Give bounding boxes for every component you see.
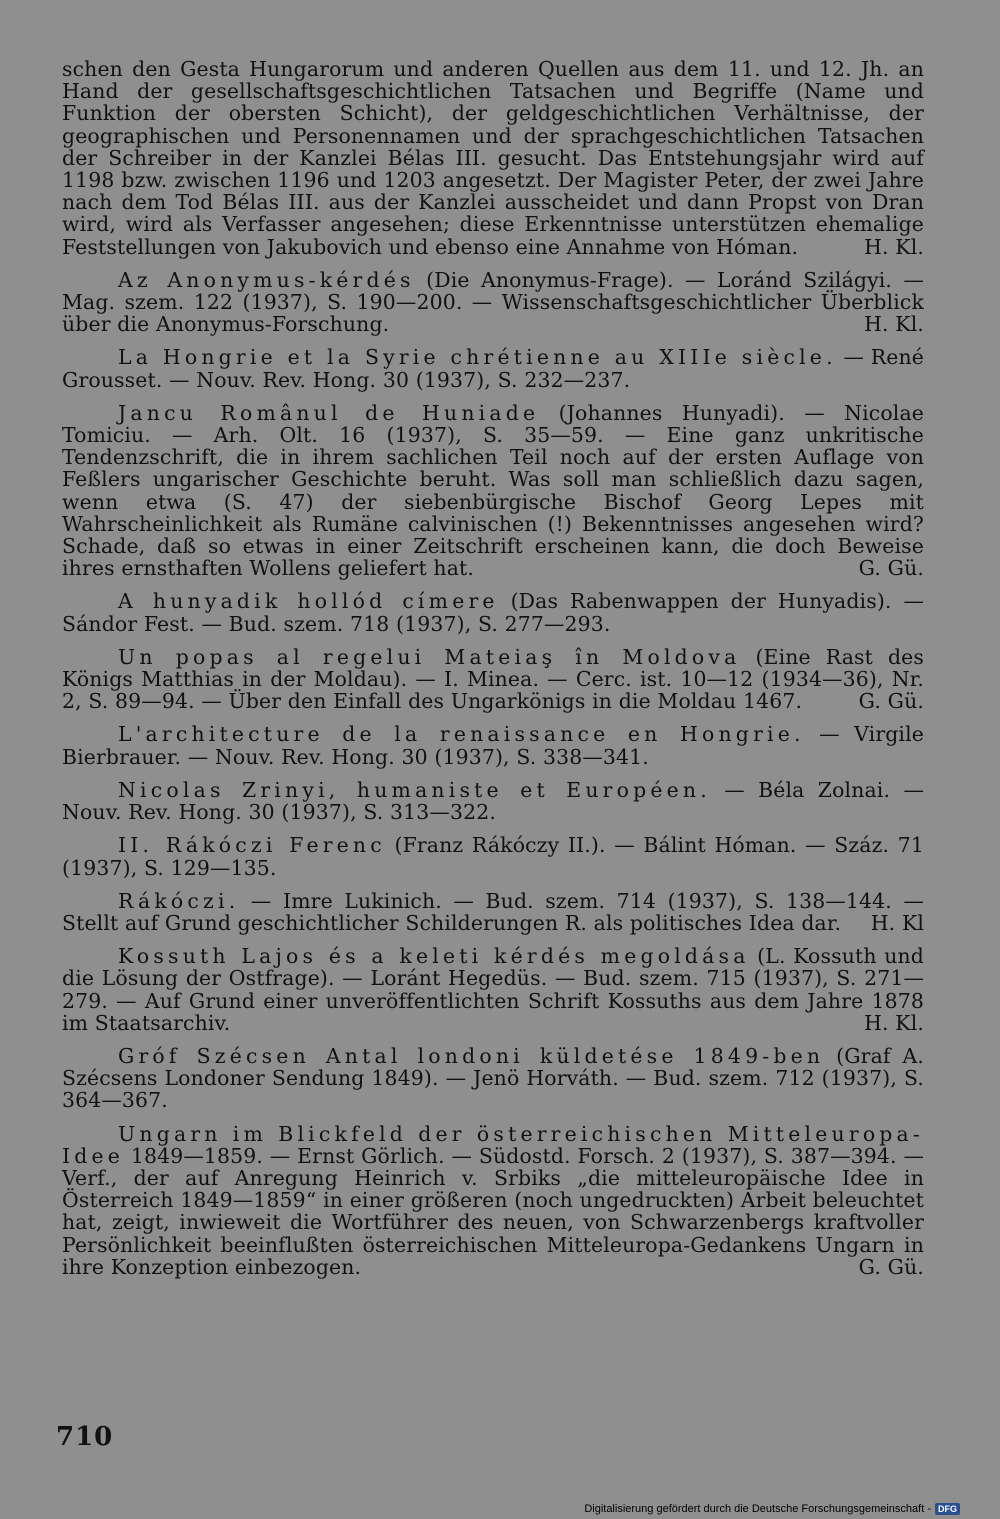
entry-8: II. Rákóczi Ferenc (Franz Rákóczy II.). — Bálint Hóman. — Száz. 71 (1937), S. 129—135. — [62, 833, 924, 880]
entry-9: Rákóczi. — Imre Lukinich. — Bud. szem. 714 (1937), S. 138—144. — Stellt auf Grund geschichtlicher Schilderungen R. als politisches Idea dar. H. Kl — [62, 888, 924, 935]
entry-title: Az Anonymus-kérdés — [118, 267, 415, 292]
entry-signature: H. Kl. — [864, 234, 924, 259]
entry-signature: H. Kl — [870, 910, 924, 935]
entry-2: La Hongrie et la Syrie chrétienne au XIIIe siècle. — René Grousset. — Nouv. Rev. Hong. 30 (1937), S. 232—237. — [62, 345, 924, 392]
entry-title: Rákóczi. — [118, 888, 240, 913]
page-body — [62, 58, 924, 1289]
entry-title: Kossuth Lajos és a keleti kérdés megoldása — [118, 944, 750, 969]
entry-signature: G. Gü. — [858, 1254, 924, 1279]
entry-11: Gróf Szécsen Antal londoni küldetése 1849-ben (Graf A. Szécsens Londoner Sendung 1849). — Jenö Horváth. — Bud. szem. 712 (1937), S. 364—367. — [62, 1043, 925, 1113]
entry-title: Nicolas Zrinyi, humaniste et Européen. — [118, 777, 711, 802]
footer-text: Digitalisierung gefördert durch die Deutsche Forschungsgemeinschaft - — [584, 1503, 931, 1515]
entry-7: Nicolas Zrinyi, humaniste et Européen. — Béla Zolnai. — Nouv. Rev. Hong. 30 (1937), S. 313—322. — [62, 777, 924, 825]
entry-5: Un popas al regelui Mateiaş în Moldova (Eine Rast des Königs Matthias in der Moldau). — I. Minea. — Cerc. ist. 10—12 (1934—36), Nr. 2, S. 89—94. — Über den Einfall des Ungarkönigs in die Moldau 1467. G. Gü. — [62, 644, 924, 714]
entry-signature: H. Kl. — [864, 1010, 924, 1035]
entry-title: II. Rákóczi Ferenc — [118, 833, 386, 858]
entry-6: L'architecture de la renaissance en Hongrie. — Virgile Bierbrauer. — Nouv. Rev. Hong. 30 (1937), S. 338—341. — [62, 722, 924, 769]
entry-1: Az Anonymus-kérdés (Die Anonymus-Frage). — Loránd Szilágyi. — Mag. szem. 122 (1937), S. 190—200. — Wissenschaftsgeschichtlicher Überblick über die Anonymus-Forschung. H. Kl. — [62, 267, 924, 337]
entry-title: Jancu Românul de Huniade — [118, 400, 540, 425]
entry-10: Kossuth Lajos és a keleti kérdés megoldása (L. Kossuth und die Lösung der Ostfrage). — Loránt Hegedüs. — Bud. szem. 715 (1937), S. 271—279. — Auf Grund einer unveröffentlichten Schrift Kossuths aus dem Jahre 1878 im Staatsarchiv. H. Kl. — [62, 944, 924, 1035]
digitization-footer — [584, 1503, 960, 1515]
entry-title: A hunyadik hollód címere — [118, 589, 499, 614]
entry-title: Ungarn im Blickfeld der österreichischen Mitteleuropa-Idee — [62, 1121, 924, 1168]
entry-signature: G. Gü. — [858, 556, 924, 581]
entry-title: L'architecture de la renaissance en Hongrie. — [118, 722, 805, 747]
entry-3: Jancu Românul de Huniade (Johannes Hunyadi). — Nicolae Tomiciu. — Arh. Olt. 16 (1937), S. 35—59. — Eine ganz unkritische Tendenzschrift, die in ihrem sachlichen Teil noch auf der ersten Auflage von Feßlers ungarischer Geschichte beruht. Was soll man schließlich dazu sagen, wenn etwa (S. 47) der siebenbürgische Bischof Georg Lepes mit Wahrscheinlichkeit als Rumäne calvinischen (!) Bekenntnisses angesehen wird? Schade, daß so etwas in einer Zeitschrift erscheinen kann, die doch Beweise ihres ernsthaften Wollens geliefert hat. G. Gü. — [62, 400, 924, 581]
entry-signature: H. Kl. — [864, 312, 924, 337]
page-number: 710 — [56, 1422, 114, 1452]
entry-title: Un popas al regelui Mateiaş în Moldova — [118, 644, 741, 669]
entry-title: Gróf Szécsen Antal londoni küldetése 1849-ben — [118, 1043, 825, 1068]
entry-12: Ungarn im Blickfeld der österreichischen Mitteleuropa-Idee 1849—1859. — Ernst Görlich. — Südostd. Forsch. 2 (1937), S. 387—394. — Verf., der auf Anregung Heinrich v. Srbiks „die mitteleuropäische Idee in Österreich 1849—1859“ in einer größeren (noch ungedruckten) Arbeit beleuchtet hat, zeigt, inwieweit die Wortführer des neuen, von Schwarzenbergs kraftvoller Persönlichkeit beeinflußten österreichischen Mitteleuropa-Gedankens Ungarn in ihre Konzeption einbezogen. G. Gü. — [62, 1121, 924, 1279]
entry-0: schen den Gesta Hungarorum und anderen Quellen aus dem 11. und 12. Jh. an Hand der gesellschaftsgeschichtlichen Tatsachen und Begriffe (Name und Funktion der obersten Schicht), der geldgeschichtlichen Verhältnisse, der geographischen und Personennamen und der sprachgeschichtlichen Tatsachen der Schreiber in der Kanzlei Bélas III. gesucht. Das Entstehungsjahr wird auf 1198 bzw. zwischen 1196 und 1203 angesetzt. Der Magister Peter, der zwei Jahre nach dem Tod Bélas III. aus der Kanzlei ausscheidet und dann Propst von Dran wird, wird als Verfasser angesehen; diese Erkenntnisse unterstützen ehemalige Feststellungen von Jakubovich und ebenso eine Annahme von Hóman. H. Kl. — [62, 57, 924, 259]
entry-title: La Hongrie et la Syrie chrétienne au XIIIe siècle. — [118, 345, 837, 370]
entry-4: A hunyadik hollód címere (Das Rabenwappen der Hunyadis). — Sándor Fest. — Bud. szem. 718 (1937), S. 277—293. — [62, 589, 924, 636]
dfg-logo-icon: DFG — [935, 1503, 960, 1515]
entry-signature: G. Gü. — [858, 689, 924, 714]
